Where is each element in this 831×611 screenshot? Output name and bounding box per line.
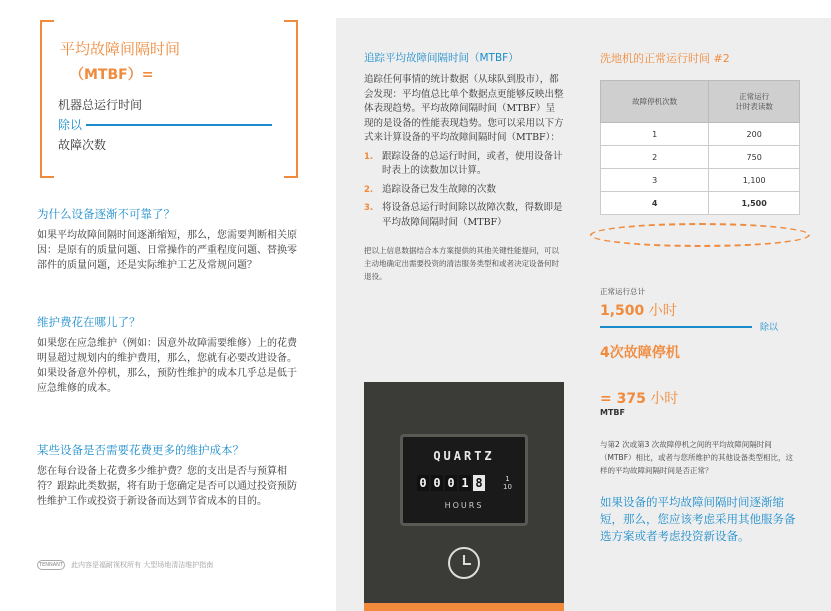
meter-unit: HOURS xyxy=(444,501,484,510)
section-equipment-cost xyxy=(37,442,303,509)
table-cell: 750 xyxy=(709,146,800,169)
uptime-column xyxy=(600,50,810,543)
formula-divider-line xyxy=(86,124,272,126)
section-heading: 为什么设备逐渐不可靠了？ xyxy=(37,207,175,221)
step-text: 跟踪设备的总运行时间，或者，使用设备计时表上的读数加以计算。 xyxy=(382,150,563,176)
stops-count: 4次故障停机 xyxy=(600,345,680,361)
recommendation-text: 如果设备的平均故障间隔时间逐渐缩短，那么，您应该考虑采用其他服务备选方案或者考虑投资新设备。 xyxy=(600,495,796,543)
left-column xyxy=(0,0,336,611)
meter-digits xyxy=(417,475,485,491)
list-item xyxy=(364,150,564,179)
section-body: 您在每台设备上花费多少维护费？您的支出是否与预算相符？跟踪此类数据，将有助于您确定是否可以通过投资预防性维护工作或投资于新设备而达到节省成本的目的。 xyxy=(37,466,297,507)
table-row xyxy=(601,146,800,169)
meter-digit: 0 xyxy=(431,475,443,491)
total-value xyxy=(600,300,677,320)
section-heading: 某些设备是否需要花费更多的维护成本？ xyxy=(37,443,244,457)
step-text: 追踪设备已发生故障的次数 xyxy=(382,183,497,195)
total-unit: 小时 xyxy=(648,303,677,319)
meter-brand: QUARTZ xyxy=(433,449,495,463)
mtbf-formula-box xyxy=(40,20,298,178)
bracket-left xyxy=(40,20,54,178)
formula-subtitle: （MTBF）= xyxy=(70,67,154,83)
tracking-intro: 追踪任何事情的统计数据（从球队到股市），都会发现：平均值总比单个数据点更能够反映出整体表现趋势。平均故障间隔时间（MTBF）呈现的是设备的性能表现趋势。您可以采用以下方式来计算设备的平均故障间隔时间（MTBF）： xyxy=(364,74,564,143)
photo-accent-strip xyxy=(364,603,564,611)
section-body: 如果您在应急维护（例如：因意外故障需要维修）上的花费明显超过规划内的维护费用，那么，您就有必要改进设备。如果设备意外停机，那么，预防性维护的成本几乎总是低于应急维修的成本。 xyxy=(37,338,297,394)
meter-fraction-bottom: 10 xyxy=(503,483,512,491)
table-cell: 1,100 xyxy=(709,169,800,192)
formula-numerator: 机器总运行时间 xyxy=(58,98,143,112)
divide-label: 除以 xyxy=(760,323,779,333)
section-body: 如果平均故障间隔时间逐渐缩短，那么，您需要判断相关原因：是原有的质量问题、日常操作的严重程度问题、替换零部件的质量问题，还是实际维护工艺及常规问题？ xyxy=(37,230,297,271)
table-cell: 2 xyxy=(601,146,709,169)
bracket-right xyxy=(284,20,298,178)
table-header-meter: 正常运行 计时表读数 xyxy=(709,81,800,123)
step-number: 2. xyxy=(364,184,374,195)
result-number: = 375 xyxy=(600,391,646,407)
highlight-ellipse xyxy=(590,223,810,247)
tracking-column xyxy=(364,50,564,283)
page-footer xyxy=(37,560,213,570)
steps-list xyxy=(364,150,564,231)
hour-meter-photo xyxy=(364,382,564,611)
total-number: 1,500 xyxy=(600,303,645,319)
section-heading: 维护费花在哪儿了？ xyxy=(37,315,141,329)
step-text: 将设备总运行时间除以故障次数，得数即是平均故障间隔时间（MTBF） xyxy=(382,202,563,228)
table-row-highlighted xyxy=(601,192,800,215)
formula-title: 平均故障间隔时间 xyxy=(60,40,181,58)
table-cell: 4 xyxy=(601,192,709,215)
step-number: 3. xyxy=(364,203,374,213)
meter-fraction-top: 1 xyxy=(505,475,510,483)
formula-denominator: 故障次数 xyxy=(58,138,107,152)
uptime-table xyxy=(600,80,800,215)
list-item xyxy=(364,183,564,198)
uptime-heading: 洗地机的正常运行时间 #2 xyxy=(600,52,730,65)
tracking-note: 把以上信息数据结合本方案提供的其他关键性能提问，可以主动地确定出需要投资的清洁服务类型和或者决定设备何时退役。 xyxy=(364,246,559,281)
hour-meter xyxy=(400,434,528,526)
divider-line xyxy=(600,326,752,328)
table-cell: 1 xyxy=(601,123,709,146)
tracking-heading: 追踪平均故障间隔时间（MTBF） xyxy=(364,52,519,64)
table-cell: 200 xyxy=(709,123,800,146)
list-item xyxy=(364,201,564,230)
table-row xyxy=(601,123,800,146)
meter-digit: 8 xyxy=(473,475,485,491)
meter-digit: 1 xyxy=(459,475,471,491)
table-row xyxy=(601,169,800,192)
clock-icon xyxy=(448,547,480,579)
table-header-stops: 故障停机次数 xyxy=(601,81,709,123)
section-reliability xyxy=(37,206,303,273)
tennant-logo: TENNANT xyxy=(37,560,65,570)
total-label: 正常运行总计 xyxy=(600,287,645,296)
meter-digit: 0 xyxy=(417,475,429,491)
meter-fraction xyxy=(503,475,512,491)
result-label: MTBF xyxy=(600,408,625,417)
meter-digit: 0 xyxy=(445,475,457,491)
comparison-note: 与第2 次或第3 次故障停机之间的平均故障间隔时间（MTBF）相比，或者与您所维护的其他设备类型相比，这样的平均故障间隔时间是否正常？ xyxy=(600,440,794,475)
table-cell: 1,500 xyxy=(709,192,800,215)
mtbf-result xyxy=(600,388,678,408)
formula-divide-label: 除以 xyxy=(58,118,83,132)
section-maintenance-cost xyxy=(37,314,303,396)
right-panel xyxy=(336,18,831,611)
footer-text: 此内容是福耐视权所有 大型场地清洁维护指南 xyxy=(71,561,214,569)
result-unit: 小时 xyxy=(650,391,679,407)
table-cell: 3 xyxy=(601,169,709,192)
step-number: 1. xyxy=(364,151,374,162)
